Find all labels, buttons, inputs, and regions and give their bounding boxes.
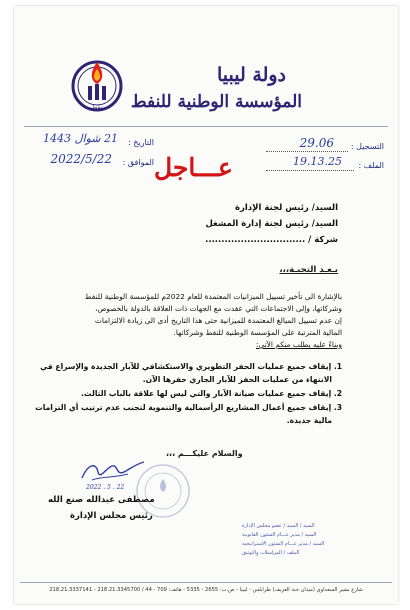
distribution-line: الملف / المراسلات والتوثيق [242, 550, 300, 556]
date-row: التاريخ : 21 شوال 1443 [43, 132, 154, 147]
body-line: وشركاتها، وإلى الاجتماعات التي عقدت مع الجهات ذات العلاقة بالدولة بالخصوص، [95, 304, 342, 313]
greeting: بـعـد التحيـة،،، [279, 265, 338, 275]
directive-item: 3. إيقاف جميع أعمال المشاريع الرأسمالية والتنموية لتجنب عدم ترتيب أي التزامات [35, 403, 342, 412]
registration-number: 29.06 [299, 136, 334, 150]
file-number: 19.13.25 [293, 155, 342, 168]
directive-item: 2. إيقاف جميع عمليات صيانة الآبار والتي ليس لها علاقة بالباب الثالث. [81, 389, 342, 398]
directive-item-continuation: الانتهاء من عمليات الحفر للآبار الجاري حفرها الآن. [142, 375, 332, 384]
letter-page [14, 6, 398, 604]
urgent-stamp: عـــاجل [154, 153, 233, 182]
distribution-line: السيد / مدير عـــام الشئون الاستراتيجية [242, 541, 325, 547]
signatory-name: مصطفى عبدالله صنع الله [48, 495, 155, 505]
organization-name: المؤسسة الوطنية للنفط [130, 92, 302, 112]
signatory-title: رئيس مجلس الإدارة [70, 511, 153, 521]
body-line: المالية المترتبة على المؤسسة الوطنية للنفط وشركاتها. [173, 328, 342, 337]
footer-divider [20, 582, 392, 583]
footer-address: شارع بشير السعداوي (ميدان جنة العريف) طرابلس - ليبيا - ص.ب: 2655 - 5335 - هاتف: 709 - 44 / 218.21.3345700 - 218.21.3337141 [49, 587, 363, 593]
header-divider [24, 126, 388, 127]
noc-logo-icon [70, 56, 124, 114]
recipient-line: السيد/ رئيس لجنة الإدارة [234, 203, 338, 213]
closing-salutation: والسلام عليكـــم ،،، [166, 449, 243, 458]
recipient-line: شركة / ............................... [205, 235, 338, 245]
file-row: الملف : 19.13.25 [266, 158, 384, 170]
gregorian-date-row: الموافق : 2022/5/22 [50, 152, 154, 167]
recipient-line: السيد/ رئيس لجنة إدارة المشغل [205, 219, 338, 229]
distribution-line: السيد / مدير عـــام الشئون القانونية [242, 532, 317, 538]
logo-text: نفط [91, 104, 103, 111]
signature-date: 22 . 5 . 2022 [86, 484, 125, 491]
state-name: دولة ليبيا [216, 64, 286, 86]
body-line: بالإشارة الى تأخير تسييل الميزانيات المعتمدة للعام 2022م للمؤسسة الوطنية للنفط [84, 292, 342, 301]
directive-item-continuation: مالية جديدة. [286, 416, 332, 425]
hijri-date: 21 شوال 1443 [43, 132, 118, 145]
distribution-line: السيد / السيد / عضو مجلس الإدارة [242, 523, 315, 529]
body-line: إن عدم تسييل المبالغ المعتمدة للميزانية حتى هذا التاريخ أدى الى زيادة الالتزامات [94, 316, 342, 325]
gregorian-date: 2022/5/22 [50, 152, 112, 166]
directive-item: 1. إيقاف جميع عمليات الحفر التطويري والاستكشافي للآبار الجديدة والإسراع في [40, 362, 342, 371]
registration-row: التسجيل : 29.06 [266, 139, 384, 151]
body-line: وبناءً عليه يطلب منكم الآتي: [255, 340, 342, 349]
